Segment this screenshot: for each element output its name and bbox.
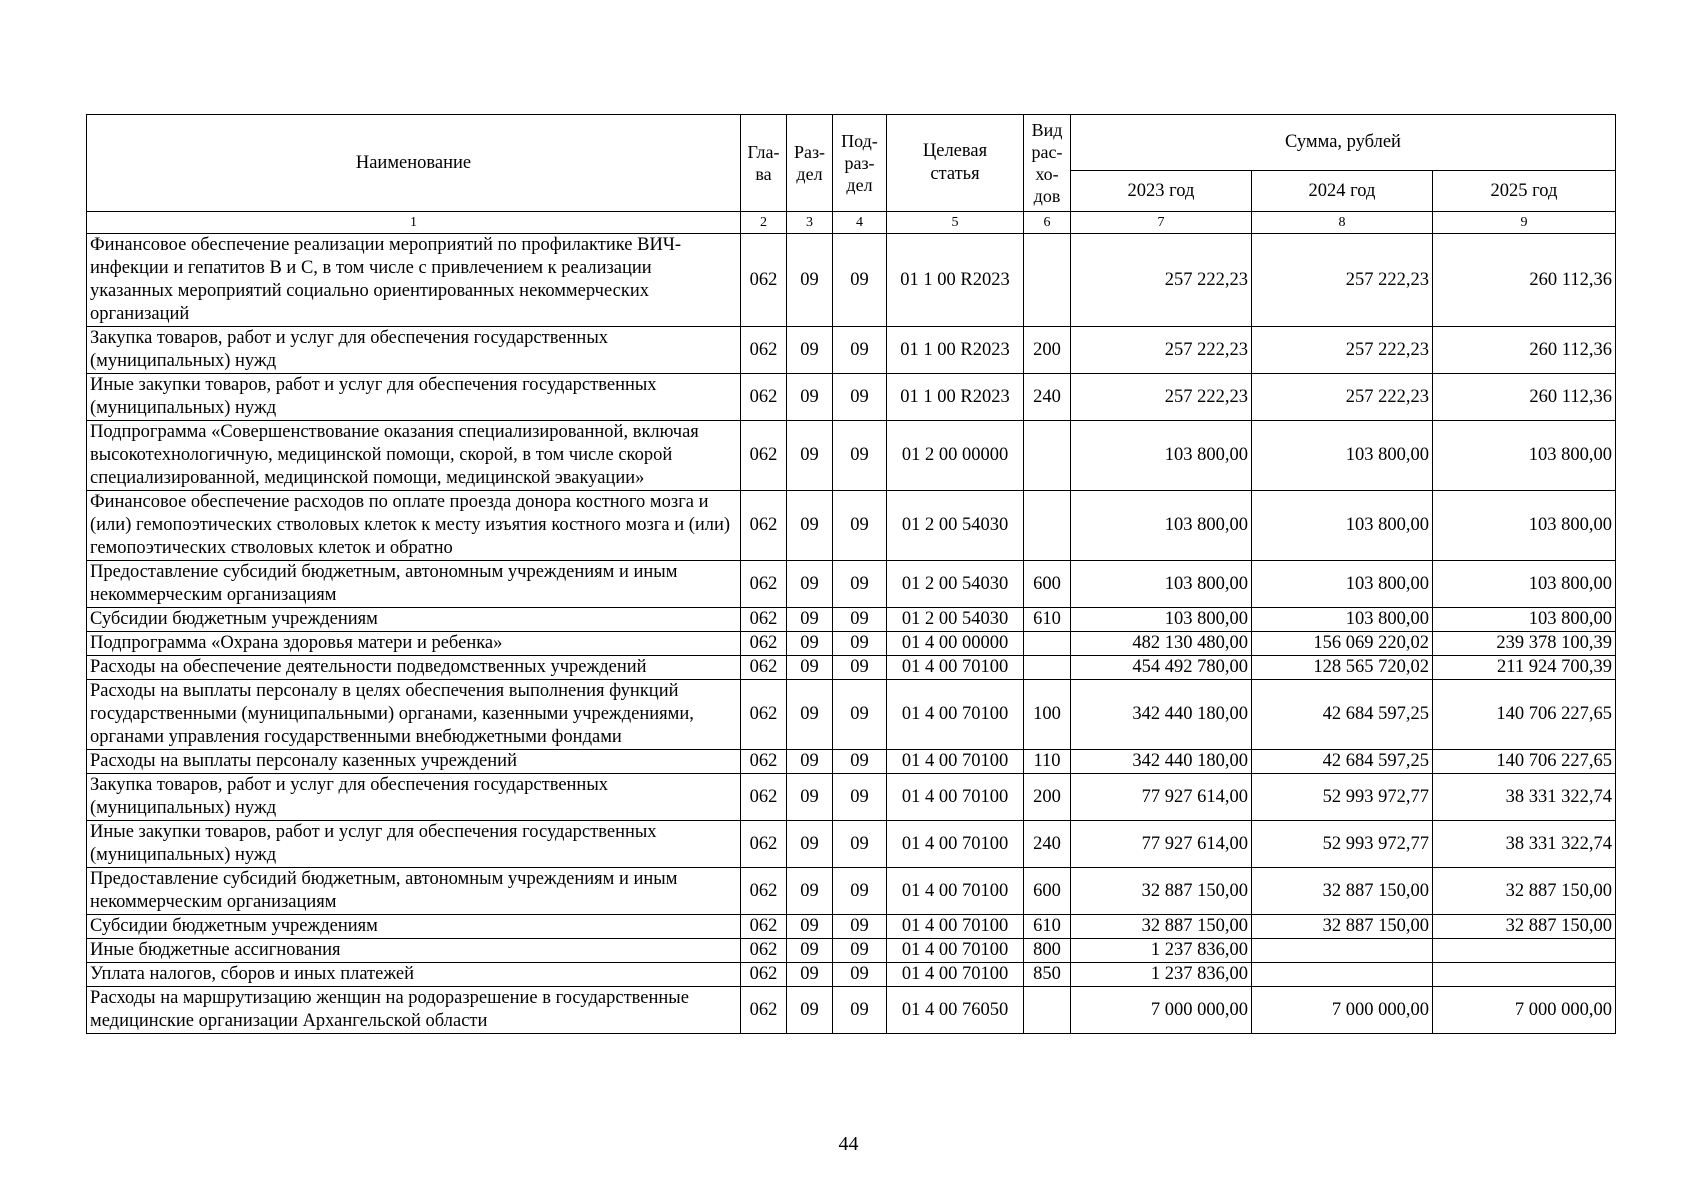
- row-name: Финансовое обеспечение реализации мероприятий по профилактике ВИЧ-инфекции и гепатитов B и C, в том числе с привлечением к реализации указанных мероприятий социально ориентированных некоммерческих организаций: [87, 234, 741, 327]
- table-row: [87, 915, 1616, 939]
- header-razdel: Раз- дел: [787, 115, 833, 212]
- row-glava: 062: [741, 234, 787, 327]
- table-row: [87, 963, 1616, 987]
- row-razdel: 09: [787, 491, 833, 561]
- row-celevaya-statya: 01 4 00 70100: [887, 750, 1024, 774]
- row-celevaya-statya: 01 2 00 54030: [887, 491, 1024, 561]
- row-podrazdel: 09: [833, 868, 887, 915]
- row-sum-2023: 77 927 614,00: [1071, 774, 1252, 821]
- row-razdel: 09: [787, 327, 833, 374]
- row-glava: 062: [741, 915, 787, 939]
- row-name: Финансовое обеспечение расходов по оплате проезда донора костного мозга и (или) гемопоэтических стволовых клеток к месту изъятия костного мозга и (или) гемопоэтических стволовых клеток и обратно: [87, 491, 741, 561]
- row-vid-rashodov: 200: [1024, 327, 1071, 374]
- row-sum-2024: 103 800,00: [1252, 608, 1433, 632]
- row-podrazdel: 09: [833, 608, 887, 632]
- header-glava: Гла- ва: [741, 115, 787, 212]
- table-row: [87, 656, 1616, 680]
- row-podrazdel: 09: [833, 632, 887, 656]
- column-number-row: [87, 212, 1616, 234]
- row-podrazdel: 09: [833, 374, 887, 421]
- column-number: 1: [87, 212, 741, 234]
- row-sum-2023: 454 492 780,00: [1071, 656, 1252, 680]
- row-sum-2023: 342 440 180,00: [1071, 680, 1252, 750]
- row-podrazdel: 09: [833, 915, 887, 939]
- column-number: 2: [741, 212, 787, 234]
- table-row: [87, 491, 1616, 561]
- row-sum-2025: 211 924 700,39: [1433, 656, 1616, 680]
- row-celevaya-statya: 01 4 00 76050: [887, 987, 1024, 1034]
- row-celevaya-statya: 01 2 00 54030: [887, 561, 1024, 608]
- row-podrazdel: 09: [833, 750, 887, 774]
- row-sum-2025: [1433, 939, 1616, 963]
- row-sum-2024: 32 887 150,00: [1252, 915, 1433, 939]
- row-glava: 062: [741, 632, 787, 656]
- row-sum-2023: 342 440 180,00: [1071, 750, 1252, 774]
- row-name: Предоставление субсидий бюджетным, автономным учреждениям и иным некоммерческим организациям: [87, 561, 741, 608]
- row-sum-2024: 128 565 720,02: [1252, 656, 1433, 680]
- column-number: 9: [1433, 212, 1616, 234]
- row-sum-2023: 257 222,23: [1071, 374, 1252, 421]
- row-sum-2025: 103 800,00: [1433, 608, 1616, 632]
- row-celevaya-statya: 01 1 00 R2023: [887, 327, 1024, 374]
- row-celevaya-statya: 01 4 00 70100: [887, 939, 1024, 963]
- row-razdel: 09: [787, 868, 833, 915]
- column-number: 4: [833, 212, 887, 234]
- row-glava: 062: [741, 774, 787, 821]
- header-vid: Вид рас- хо- дов: [1024, 115, 1071, 212]
- row-podrazdel: 09: [833, 987, 887, 1034]
- table-row: [87, 987, 1616, 1034]
- row-sum-2025: 7 000 000,00: [1433, 987, 1616, 1034]
- row-sum-2023: 32 887 150,00: [1071, 868, 1252, 915]
- row-name: Иные бюджетные ассигнования: [87, 939, 741, 963]
- row-sum-2024: 257 222,23: [1252, 234, 1433, 327]
- row-sum-2023: 482 130 480,00: [1071, 632, 1252, 656]
- row-name: Закупка товаров, работ и услуг для обеспечения государственных (муниципальных) нужд: [87, 327, 741, 374]
- row-glava: 062: [741, 421, 787, 491]
- row-celevaya-statya: 01 4 00 70100: [887, 774, 1024, 821]
- row-glava: 062: [741, 750, 787, 774]
- row-sum-2025: [1433, 963, 1616, 987]
- column-number: 3: [787, 212, 833, 234]
- row-podrazdel: 09: [833, 939, 887, 963]
- budget-table: [86, 114, 1616, 1034]
- row-glava: 062: [741, 680, 787, 750]
- row-podrazdel: 09: [833, 421, 887, 491]
- row-razdel: 09: [787, 915, 833, 939]
- row-name: Иные закупки товаров, работ и услуг для обеспечения государственных (муниципальных) нужд: [87, 374, 741, 421]
- row-sum-2024: 42 684 597,25: [1252, 680, 1433, 750]
- row-vid-rashodov: 850: [1024, 963, 1071, 987]
- row-razdel: 09: [787, 821, 833, 868]
- row-name: Иные закупки товаров, работ и услуг для обеспечения государственных (муниципальных) нужд: [87, 821, 741, 868]
- row-sum-2023: 257 222,23: [1071, 234, 1252, 327]
- header-2025: 2025 год: [1433, 171, 1616, 212]
- table-row: [87, 774, 1616, 821]
- table-body: [87, 234, 1616, 1034]
- row-glava: 062: [741, 868, 787, 915]
- row-vid-rashodov: [1024, 421, 1071, 491]
- row-sum-2025: 140 706 227,65: [1433, 750, 1616, 774]
- row-razdel: 09: [787, 939, 833, 963]
- column-number: 8: [1252, 212, 1433, 234]
- row-vid-rashodov: 610: [1024, 915, 1071, 939]
- row-sum-2025: 103 800,00: [1433, 421, 1616, 491]
- table-row: [87, 608, 1616, 632]
- row-sum-2023: 103 800,00: [1071, 421, 1252, 491]
- row-name: Закупка товаров, работ и услуг для обеспечения государственных (муниципальных) нужд: [87, 774, 741, 821]
- row-vid-rashodov: 610: [1024, 608, 1071, 632]
- row-vid-rashodov: 100: [1024, 680, 1071, 750]
- row-razdel: 09: [787, 987, 833, 1034]
- row-celevaya-statya: 01 4 00 00000: [887, 632, 1024, 656]
- row-vid-rashodov: 200: [1024, 774, 1071, 821]
- row-name: Расходы на выплаты персоналу казенных учреждений: [87, 750, 741, 774]
- row-razdel: 09: [787, 963, 833, 987]
- row-sum-2024: 103 800,00: [1252, 491, 1433, 561]
- row-sum-2024: 52 993 972,77: [1252, 774, 1433, 821]
- row-razdel: 09: [787, 234, 833, 327]
- row-sum-2024: 7 000 000,00: [1252, 987, 1433, 1034]
- row-sum-2023: 103 800,00: [1071, 561, 1252, 608]
- table-row: [87, 327, 1616, 374]
- row-vid-rashodov: [1024, 987, 1071, 1034]
- row-podrazdel: 09: [833, 491, 887, 561]
- row-vid-rashodov: [1024, 234, 1071, 327]
- row-sum-2025: 239 378 100,39: [1433, 632, 1616, 656]
- table-row: [87, 374, 1616, 421]
- row-glava: 062: [741, 374, 787, 421]
- row-vid-rashodov: 110: [1024, 750, 1071, 774]
- table-row: [87, 234, 1616, 327]
- row-sum-2025: 103 800,00: [1433, 561, 1616, 608]
- row-sum-2025: 103 800,00: [1433, 491, 1616, 561]
- row-name: Предоставление субсидий бюджетным, автономным учреждениям и иным некоммерческим организациям: [87, 868, 741, 915]
- row-sum-2024: 32 887 150,00: [1252, 868, 1433, 915]
- row-sum-2025: 140 706 227,65: [1433, 680, 1616, 750]
- row-razdel: 09: [787, 680, 833, 750]
- row-sum-2024: 103 800,00: [1252, 421, 1433, 491]
- row-glava: 062: [741, 608, 787, 632]
- row-sum-2023: 7 000 000,00: [1071, 987, 1252, 1034]
- row-name: Подпрограмма «Совершенствование оказания специализированной, включая высокотехнологичную, медицинской помощи, скорой, в том числе скорой специализированной, медицинской помощи, медицинской эвакуации»: [87, 421, 741, 491]
- row-sum-2024: 103 800,00: [1252, 561, 1433, 608]
- row-sum-2023: 32 887 150,00: [1071, 915, 1252, 939]
- row-glava: 062: [741, 821, 787, 868]
- row-razdel: 09: [787, 374, 833, 421]
- header-celevaya: Целевая статья: [887, 115, 1024, 212]
- row-vid-rashodov: 600: [1024, 868, 1071, 915]
- row-glava: 062: [741, 963, 787, 987]
- row-glava: 062: [741, 327, 787, 374]
- row-sum-2025: 32 887 150,00: [1433, 915, 1616, 939]
- row-sum-2025: 38 331 322,74: [1433, 774, 1616, 821]
- row-vid-rashodov: [1024, 632, 1071, 656]
- row-celevaya-statya: 01 4 00 70100: [887, 821, 1024, 868]
- row-name: Расходы на маршрутизацию женщин на родоразрешение в государственные медицинские организации Архангельской области: [87, 987, 741, 1034]
- table-row: [87, 868, 1616, 915]
- row-razdel: 09: [787, 421, 833, 491]
- column-number: 7: [1071, 212, 1252, 234]
- row-glava: 062: [741, 491, 787, 561]
- row-celevaya-statya: 01 2 00 54030: [887, 608, 1024, 632]
- row-sum-2024: [1252, 963, 1433, 987]
- row-vid-rashodov: 600: [1024, 561, 1071, 608]
- row-podrazdel: 09: [833, 680, 887, 750]
- row-celevaya-statya: 01 1 00 R2023: [887, 374, 1024, 421]
- row-vid-rashodov: [1024, 491, 1071, 561]
- header-2023: 2023 год: [1071, 171, 1252, 212]
- row-name: Расходы на выплаты персоналу в целях обеспечения выполнения функций государственными (муниципальными) органами, казенными учреждениями, органами управления государственными внебюджетными фондами: [87, 680, 741, 750]
- row-sum-2023: 103 800,00: [1071, 491, 1252, 561]
- row-sum-2025: 32 887 150,00: [1433, 868, 1616, 915]
- row-podrazdel: 09: [833, 821, 887, 868]
- row-sum-2023: 1 237 836,00: [1071, 939, 1252, 963]
- row-razdel: 09: [787, 608, 833, 632]
- table-row: [87, 680, 1616, 750]
- table-row: [87, 939, 1616, 963]
- row-celevaya-statya: 01 4 00 70100: [887, 656, 1024, 680]
- header-podrazdel: Под- раз- дел: [833, 115, 887, 212]
- row-sum-2025: 38 331 322,74: [1433, 821, 1616, 868]
- row-razdel: 09: [787, 656, 833, 680]
- table-row: [87, 421, 1616, 491]
- row-sum-2024: 156 069 220,02: [1252, 632, 1433, 656]
- table-row: [87, 750, 1616, 774]
- row-celevaya-statya: 01 2 00 00000: [887, 421, 1024, 491]
- row-podrazdel: 09: [833, 656, 887, 680]
- header-2024: 2024 год: [1252, 171, 1433, 212]
- row-name: Субсидии бюджетным учреждениям: [87, 915, 741, 939]
- row-sum-2023: 103 800,00: [1071, 608, 1252, 632]
- table-row: [87, 561, 1616, 608]
- row-glava: 062: [741, 561, 787, 608]
- row-glava: 062: [741, 987, 787, 1034]
- row-podrazdel: 09: [833, 327, 887, 374]
- row-celevaya-statya: 01 4 00 70100: [887, 868, 1024, 915]
- row-podrazdel: 09: [833, 561, 887, 608]
- row-razdel: 09: [787, 561, 833, 608]
- row-podrazdel: 09: [833, 963, 887, 987]
- row-name: Подпрограмма «Охрана здоровья матери и ребенка»: [87, 632, 741, 656]
- row-vid-rashodov: [1024, 656, 1071, 680]
- row-glava: 062: [741, 939, 787, 963]
- row-sum-2023: 257 222,23: [1071, 327, 1252, 374]
- column-number: 5: [887, 212, 1024, 234]
- row-name: Расходы на обеспечение деятельности подведомственных учреждений: [87, 656, 741, 680]
- row-name: Субсидии бюджетным учреждениям: [87, 608, 741, 632]
- row-sum-2024: 257 222,23: [1252, 327, 1433, 374]
- row-vid-rashodov: 240: [1024, 821, 1071, 868]
- row-razdel: 09: [787, 632, 833, 656]
- row-sum-2025: 260 112,36: [1433, 327, 1616, 374]
- row-sum-2024: [1252, 939, 1433, 963]
- row-sum-2024: 257 222,23: [1252, 374, 1433, 421]
- row-sum-2025: 260 112,36: [1433, 374, 1616, 421]
- row-celevaya-statya: 01 4 00 70100: [887, 963, 1024, 987]
- column-number: 6: [1024, 212, 1071, 234]
- row-glava: 062: [741, 656, 787, 680]
- row-podrazdel: 09: [833, 774, 887, 821]
- row-vid-rashodov: 800: [1024, 939, 1071, 963]
- row-celevaya-statya: 01 4 00 70100: [887, 680, 1024, 750]
- row-sum-2023: 1 237 836,00: [1071, 963, 1252, 987]
- row-razdel: 09: [787, 774, 833, 821]
- header-summa: Сумма, рублей: [1071, 115, 1616, 171]
- row-podrazdel: 09: [833, 234, 887, 327]
- table-row: [87, 821, 1616, 868]
- header-name: Наименование: [87, 115, 741, 212]
- row-name: Уплата налогов, сборов и иных платежей: [87, 963, 741, 987]
- row-razdel: 09: [787, 750, 833, 774]
- row-sum-2023: 77 927 614,00: [1071, 821, 1252, 868]
- row-celevaya-statya: 01 4 00 70100: [887, 915, 1024, 939]
- row-sum-2025: 260 112,36: [1433, 234, 1616, 327]
- row-sum-2024: 42 684 597,25: [1252, 750, 1433, 774]
- table-row: [87, 632, 1616, 656]
- row-celevaya-statya: 01 1 00 R2023: [887, 234, 1024, 327]
- row-vid-rashodov: 240: [1024, 374, 1071, 421]
- page-number: 44: [838, 1133, 859, 1155]
- row-sum-2024: 52 993 972,77: [1252, 821, 1433, 868]
